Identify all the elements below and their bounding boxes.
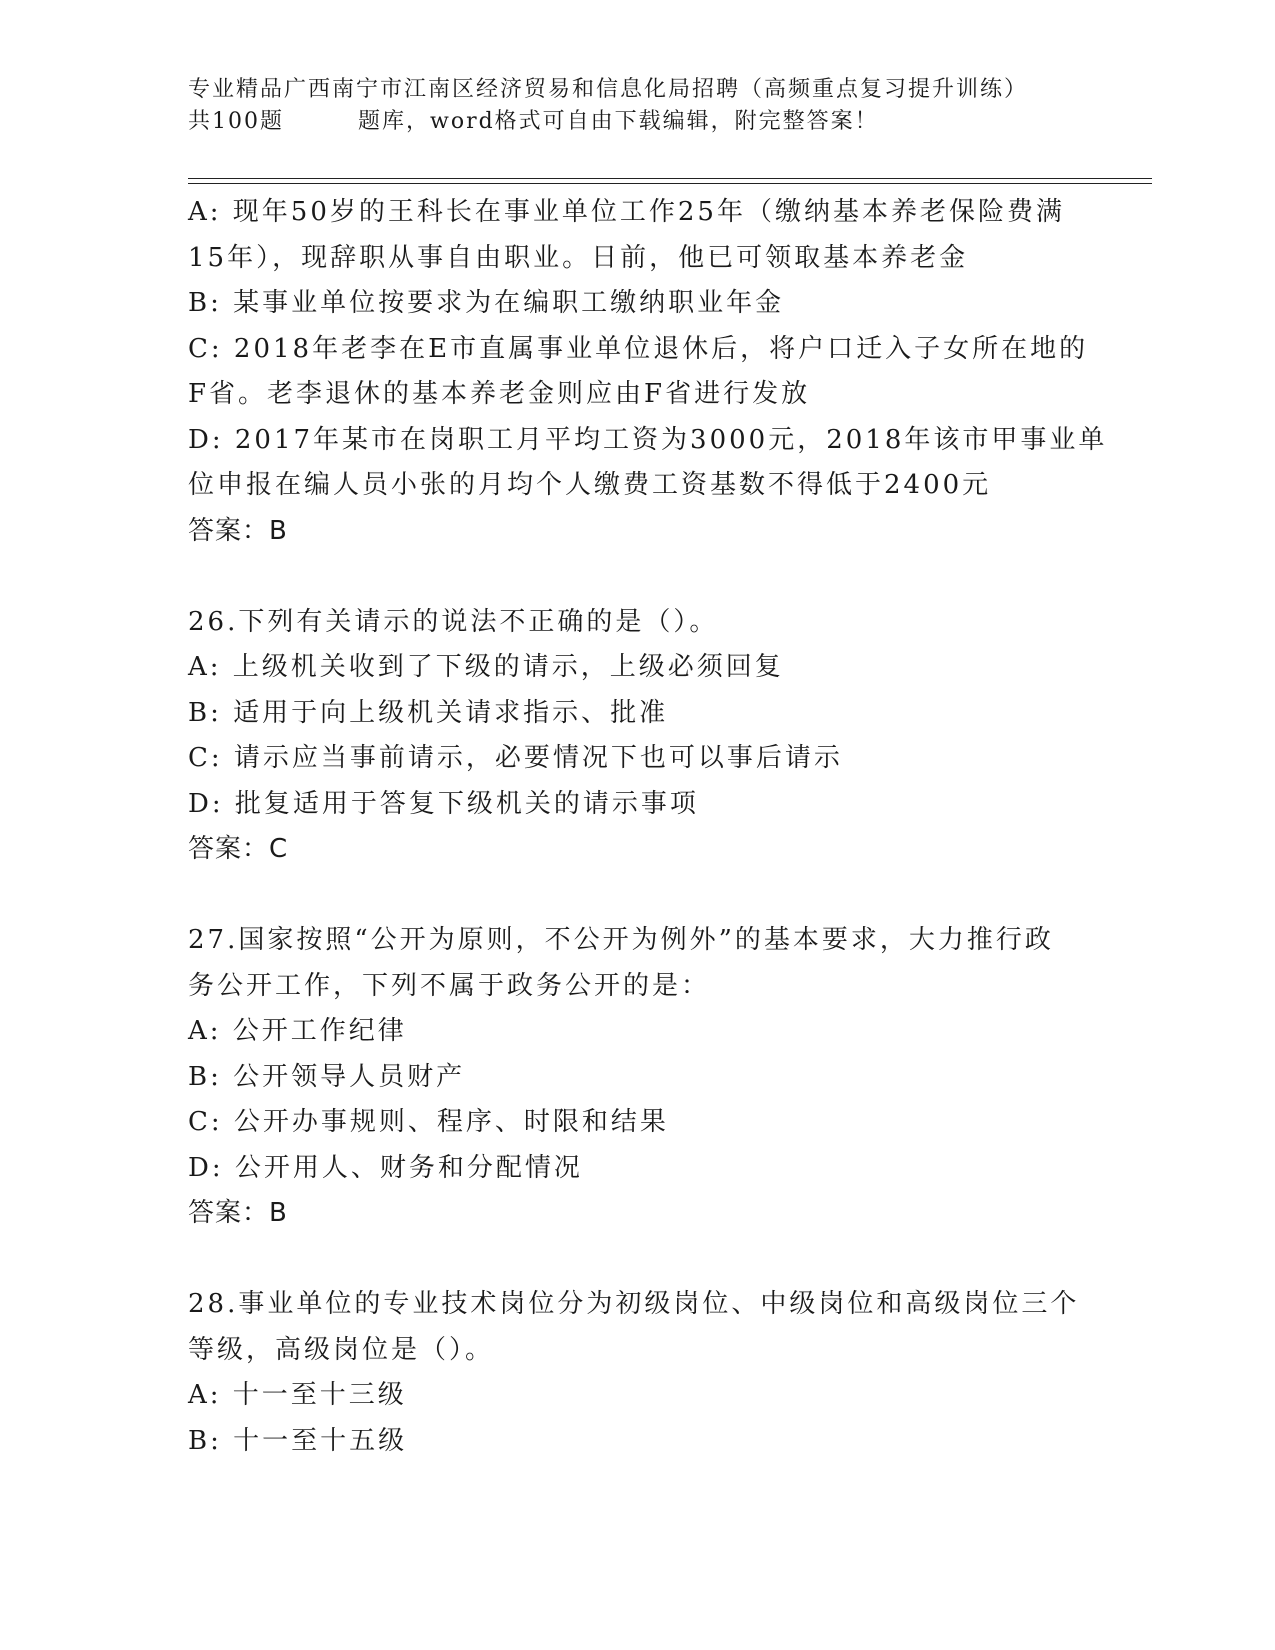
question-27-block [188, 918, 1088, 1237]
spacer [188, 1237, 1088, 1283]
spacer [188, 873, 1088, 919]
question-list [188, 190, 1108, 1464]
option-a: A: 十一至十三级 [188, 1380, 407, 1410]
question-25-block [188, 190, 1108, 554]
option-d-line: D: 2017年某市在岗职工月平均工资为3000元，2018年该市甲事业单 [188, 424, 1108, 455]
question-stem: 28.事业单位的专业技术岗位分为初级岗位、中级岗位和高级岗位三个 [188, 1289, 1080, 1319]
question-stem: 27.国家按照“公开为原则，不公开为例外”的基本要求，大力推行政 [188, 925, 1054, 955]
option-b: B: 公开领导人员财产 [188, 1061, 466, 1092]
question-26-block [188, 600, 1088, 873]
option-b: B: 十一至十五级 [188, 1425, 408, 1456]
document-subtitle-row [188, 106, 1148, 138]
option-c-line: C: 2018年老李在E市直属事业单位退休后，将户口迁入子女所在地的 [188, 333, 1089, 364]
option-d-line: 位申报在编人员小张的月均个人缴费工资基数不得低于2400元 [188, 470, 992, 500]
option-c: C: 公开办事规则、程序、时限和结果 [188, 1107, 669, 1137]
option-a: A: 公开工作纪律 [188, 1016, 407, 1046]
document-header [188, 74, 1148, 138]
option-d: D: 批复适用于答复下级机关的请示事项 [188, 788, 699, 819]
option-c-line: F省。老李退休的基本养老金则应由F省进行发放 [188, 379, 811, 409]
option-b: B: 某事业单位按要求为在编职工缴纳职业年金 [188, 288, 785, 318]
answer-label: 答案：C [188, 834, 289, 864]
option-c: C: 请示应当事前请示，必要情况下也可以事后请示 [188, 743, 843, 773]
option-a-line: 15年），现辞职从事自由职业。日前，他已可领取基本养老金 [188, 242, 969, 273]
answer-label: 答案：B [188, 1198, 288, 1228]
option-b: B: 适用于向上级机关请求指示、批准 [188, 697, 669, 728]
question-stem: 26.下列有关请示的说法不正确的是（）。 [188, 606, 719, 637]
header-divider-bottom [188, 183, 1152, 184]
document-subtitle: 题库，word格式可自由下载编辑，附完整答案！ [358, 109, 879, 134]
question-stem: 务公开工作，下列不属于政务公开的是： [188, 970, 711, 1001]
question-28-block [188, 1282, 1088, 1464]
document-title: 专业精品广西南宁市江南区经济贸易和信息化局招聘（高频重点复习提升训练） [188, 77, 1029, 102]
question-stem: 等级，高级岗位是（）。 [188, 1334, 495, 1365]
spacer [188, 554, 1088, 600]
header-divider-top [188, 178, 1152, 179]
answer-label: 答案：B [188, 515, 288, 546]
question-count: 共100题 [188, 109, 284, 134]
option-a: A: 上级机关收到了下级的请示，上级必须回复 [188, 652, 784, 682]
option-d: D: 公开用人、财务和分配情况 [188, 1152, 583, 1183]
option-a-line: A: 现年50岁的王科长在事业单位工作25年（缴纳基本养老保险费满 [188, 197, 1065, 227]
